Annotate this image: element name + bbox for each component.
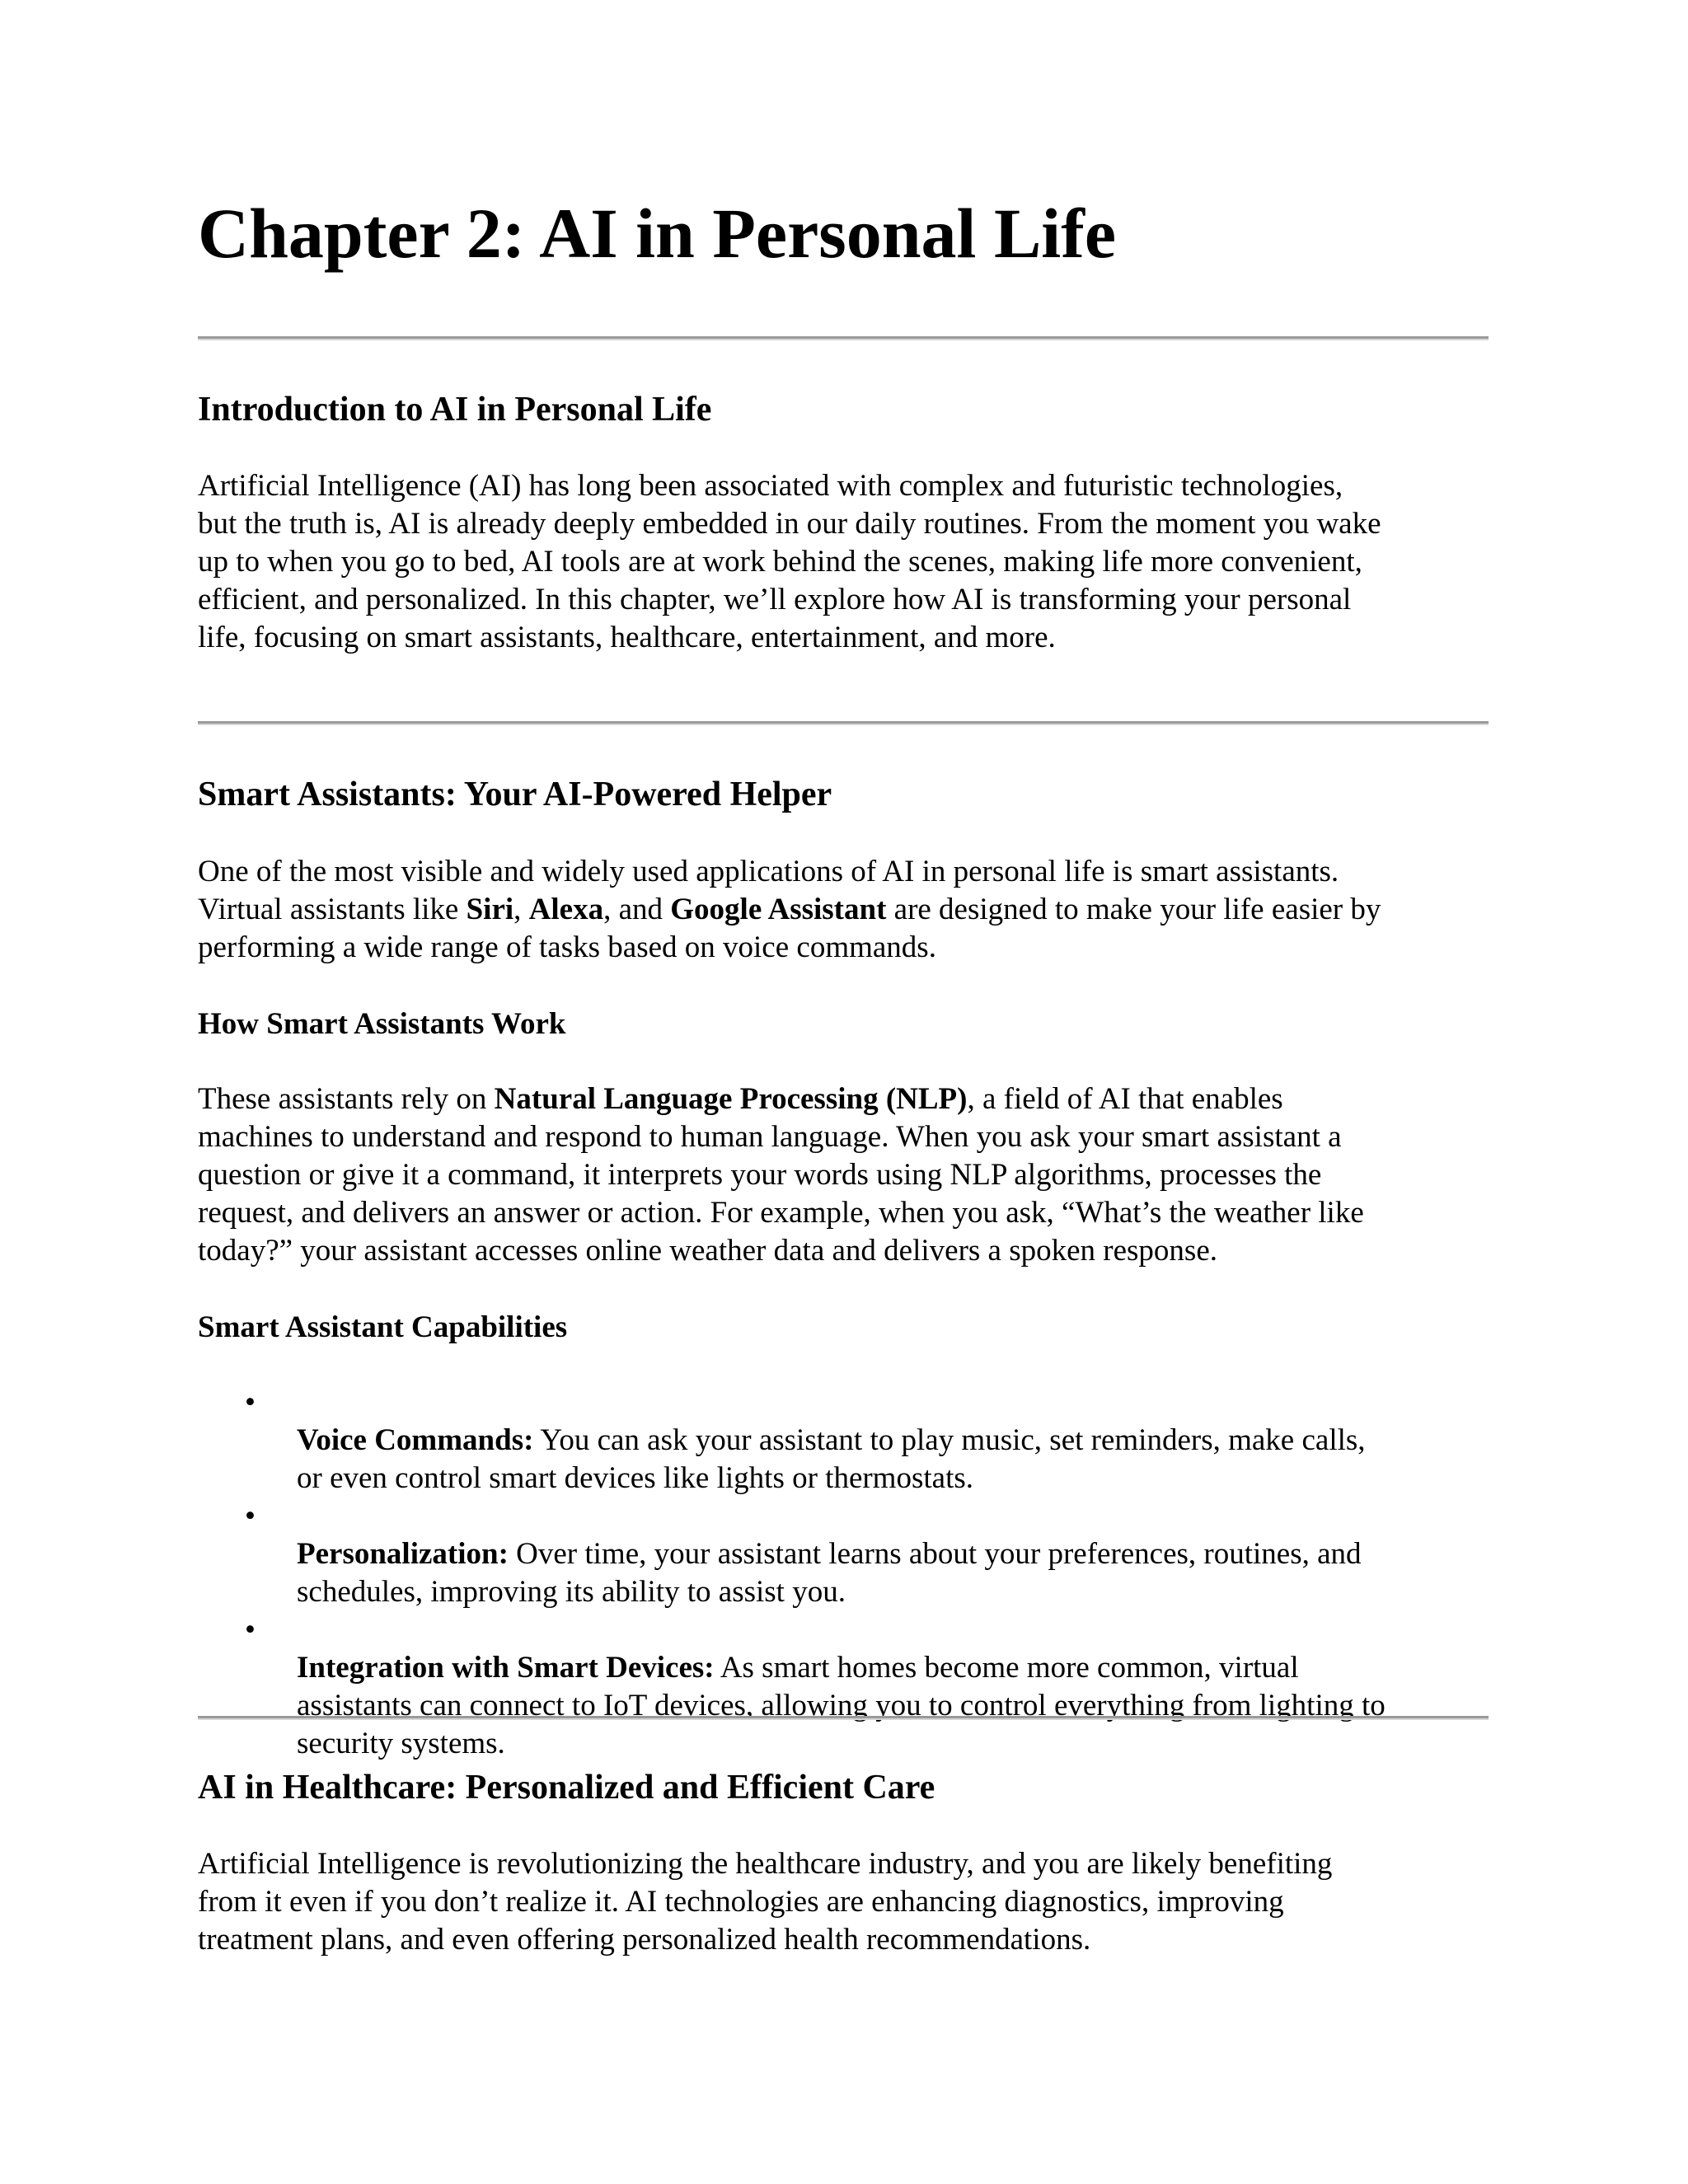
how-assistants-work-paragraph xyxy=(198,1080,1489,1270)
text-run: These assistants rely on xyxy=(198,1082,495,1116)
section-divider xyxy=(198,336,1489,340)
text-run: are designed to make your life easier by performing a wide range of tasks based on voice commands. xyxy=(198,893,1381,964)
introduction-paragraph: Artificial Intelligence (AI) has long been associated with complex and futuristic technologies, but the truth is, AI is already deeply embedded in our daily routines. From the moment you wake up to when you go to bed, AI tools are at work behind the scenes, making life more convenient, efficient, and personalized. In this chapter, we’ll explore how AI is transforming your personal life, focusing on smart assistants, healthcare, entertainment, and more. xyxy=(198,469,1381,654)
list-item xyxy=(198,1384,1489,1497)
bold-term-google-assistant: Google Assistant xyxy=(670,893,887,926)
healthcare-paragraph: Artificial Intelligence is revolutionizing the healthcare industry, and you are likely benefiting from it even if you don’t realize it. AI technologies are enhancing diagnostics, improving treatment plans, and even offering personalized health recommendations. xyxy=(198,1847,1333,1957)
bold-term-alexa: Alexa xyxy=(528,893,604,926)
list-item-term: Integration with Smart Devices: xyxy=(297,1651,715,1685)
list-item xyxy=(198,1497,1489,1611)
capabilities-list xyxy=(198,1384,1489,1763)
bold-term-siri: Siri xyxy=(466,893,514,926)
text-run: , a field of AI that enables machines to understand and respond to human language. When you ask your smart assistant a question or give it a command, it interprets your words using NLP algorithms, processes the request, and delivers an answer or action. For example, when you ask, “What’s the weather like today?” your assistant accesses online weather data and delivers a spoken response. xyxy=(198,1082,1364,1268)
subheading-how-smart-assistants-work: How Smart Assistants Work xyxy=(198,1007,566,1041)
list-item xyxy=(198,1611,1489,1763)
section-heading-smart-assistants: Smart Assistants: Your AI-Powered Helper xyxy=(198,776,832,813)
text-run: One of the most visible and widely used applications of AI in personal life is smart assistants. Virtual assistants like xyxy=(198,855,1339,926)
smart-assistants-paragraph xyxy=(198,853,1489,967)
text-run: , xyxy=(513,893,529,926)
bold-term-nlp: Natural Language Processing (NLP) xyxy=(494,1082,968,1116)
section-heading-introduction: Introduction to AI in Personal Life xyxy=(198,391,712,429)
list-item-term: Voice Commands: xyxy=(297,1423,534,1457)
section-divider xyxy=(198,1716,1489,1720)
section-divider xyxy=(198,721,1489,725)
text-run: , and xyxy=(603,893,671,926)
bullet-icon: • xyxy=(245,1499,256,1533)
chapter-title: Chapter 2: AI in Personal Life xyxy=(198,194,1117,273)
bullet-icon: • xyxy=(245,1613,256,1647)
section-heading-healthcare: AI in Healthcare: Personalized and Efficient Care xyxy=(198,1769,935,1807)
bullet-icon: • xyxy=(245,1385,256,1419)
list-item-term: Personalization: xyxy=(297,1537,509,1571)
list-item-text: Over time, your assistant learns about your preferences, routines, and schedules, improving its ability to assist you. xyxy=(297,1537,1362,1609)
subheading-smart-assistant-capabilities: Smart Assistant Capabilities xyxy=(198,1310,568,1344)
list-item-text: You can ask your assistant to play music, set reminders, make calls, or even control smart devices like lights or thermostats. xyxy=(297,1423,1366,1495)
list-item-text: As smart homes become more common, virtual assistants can connect to IoT devices, allowing you to control everything from lighting to security systems. xyxy=(297,1651,1386,1760)
